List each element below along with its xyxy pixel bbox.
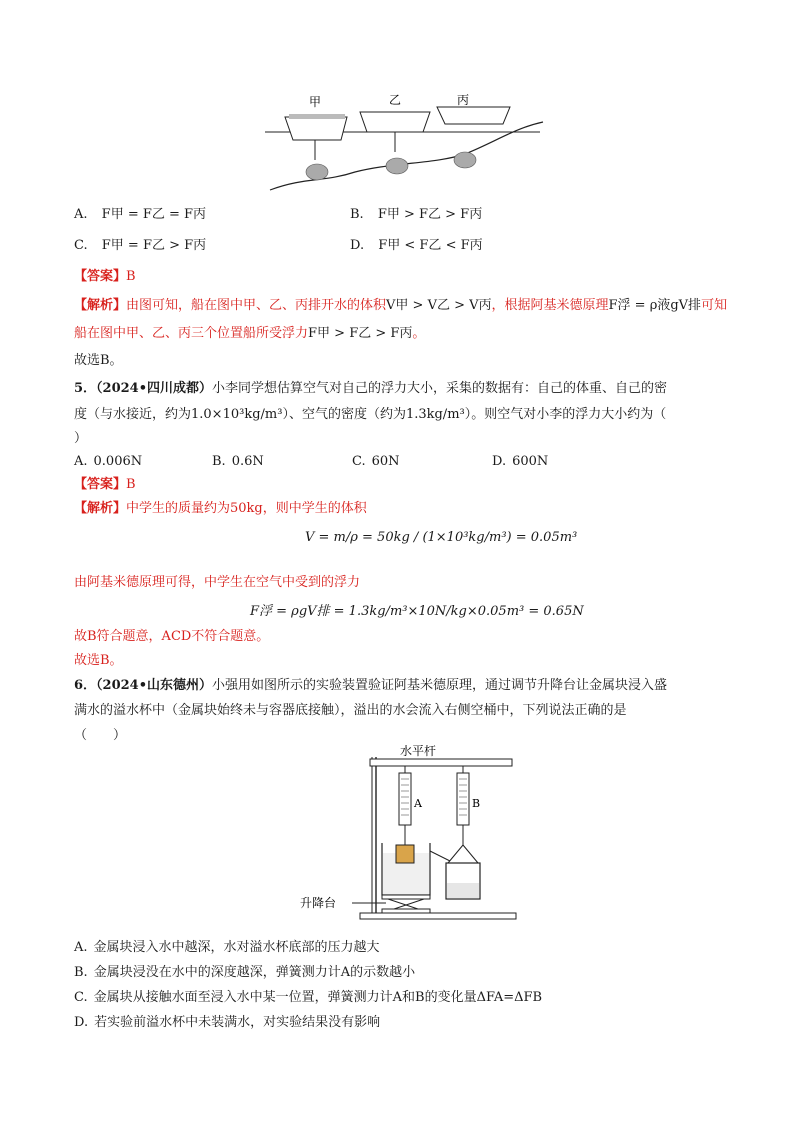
q4-analysis-line1: 【解析】由图可知，船在图中甲、乙、丙排开水的体积V甲 > V乙 > V丙，根据阿基米德原理F浮 = ρ液gV排可知 bbox=[74, 298, 728, 313]
q5-stem-line2: 度（与水接近，约为1.0×10³kg/m³）、空气的密度（约为1.3kg/m³）。则空气对小李的浮力大小约为（ bbox=[74, 407, 667, 422]
bar-label: 水平杆 bbox=[400, 745, 437, 758]
q6-option-c[interactable]: C. 金属块从接触水面至浸入水中某一位置，弹簧测力计A和B的变化量ΔFA=ΔFB bbox=[74, 990, 543, 1005]
q6-stem-line1: 6．（2024•山东德州）小强用如图所示的实验装置验证阿基米德原理，通过调节升降台让金属块浸入盛 bbox=[74, 678, 668, 693]
q6-option-b[interactable]: B. 金属块浸没在水中的深度越深，弹簧测力计A的示数越小 bbox=[74, 965, 416, 980]
q6-stem-line3: （ ） bbox=[74, 728, 127, 743]
apparatus-figure bbox=[300, 745, 530, 930]
q5-option-d[interactable]: D. 600N bbox=[492, 454, 549, 469]
q5-analysis-line3: 故B符合题意，ACD不符合题意。 bbox=[74, 629, 270, 644]
q4-answer: 【答案】B bbox=[74, 269, 136, 284]
q5-stem-line1: 5．（2024•四川成都）小李同学想估算空气对自己的浮力大小，采集的数据有：自己的体重、自己的密 bbox=[74, 381, 668, 396]
q5-formula-volume: V = m/ρ = 50kg / (1×10³kg/m³) = 0.05m³ bbox=[305, 530, 578, 545]
q5-option-a[interactable]: A. 0.006N bbox=[74, 454, 143, 469]
boats-figure bbox=[265, 92, 545, 196]
q4-analysis-line2: 船在图中甲、乙、丙三个位置船所受浮力F甲 > F乙 > F丙。 bbox=[74, 326, 426, 341]
q5-formula-buoyancy: F浮 = ρgV排 = 1.3kg/m³×10N/kg×0.05m³ = 0.65N bbox=[250, 604, 584, 619]
q4-option-a[interactable]: A. F甲 = F乙 = F丙 bbox=[74, 207, 207, 222]
q4-option-b[interactable]: B. F甲 > F乙 > F丙 bbox=[350, 207, 483, 222]
stage-label: 升降台 bbox=[300, 896, 337, 910]
boat-label-jia: 甲 bbox=[309, 95, 322, 109]
q5-analysis-line2: 由阿基米德原理可得，中学生在空气中受到的浮力 bbox=[74, 575, 361, 590]
q5-answer: 【答案】B bbox=[74, 477, 136, 492]
scale-b-label: B bbox=[472, 797, 481, 810]
q4-option-c[interactable]: C. F甲 = F乙 > F丙 bbox=[74, 238, 207, 253]
q4-option-d[interactable]: D. F甲 < F乙 < F丙 bbox=[350, 238, 483, 253]
q6-option-a[interactable]: A. 金属块浸入水中越深，水对溢水杯底部的压力越大 bbox=[74, 940, 380, 955]
boat-label-yi: 乙 bbox=[389, 93, 402, 107]
scale-a-label: A bbox=[414, 797, 422, 810]
q6-stem-line2: 满水的溢水杯中（金属块始终未与容器底接触），溢出的水会流入右侧空桶中，下列说法正确的是 bbox=[74, 703, 627, 718]
q5-stem-line3: ） bbox=[74, 431, 88, 446]
q5-conclusion: 故选B。 bbox=[74, 653, 123, 668]
q5-option-b[interactable]: B. 0.6N bbox=[212, 454, 264, 469]
q6-option-d[interactable]: D. 若实验前溢水杯中未装满水，对实验结果没有影响 bbox=[74, 1015, 381, 1030]
q4-conclusion: 故选B。 bbox=[74, 353, 123, 368]
boat-label-bing: 丙 bbox=[457, 93, 470, 107]
q5-option-c[interactable]: C. 60N bbox=[352, 454, 400, 469]
elephant-icon bbox=[306, 152, 476, 180]
q5-analysis-line1: 【解析】中学生的质量约为50kg，则中学生的体积 bbox=[74, 501, 367, 516]
